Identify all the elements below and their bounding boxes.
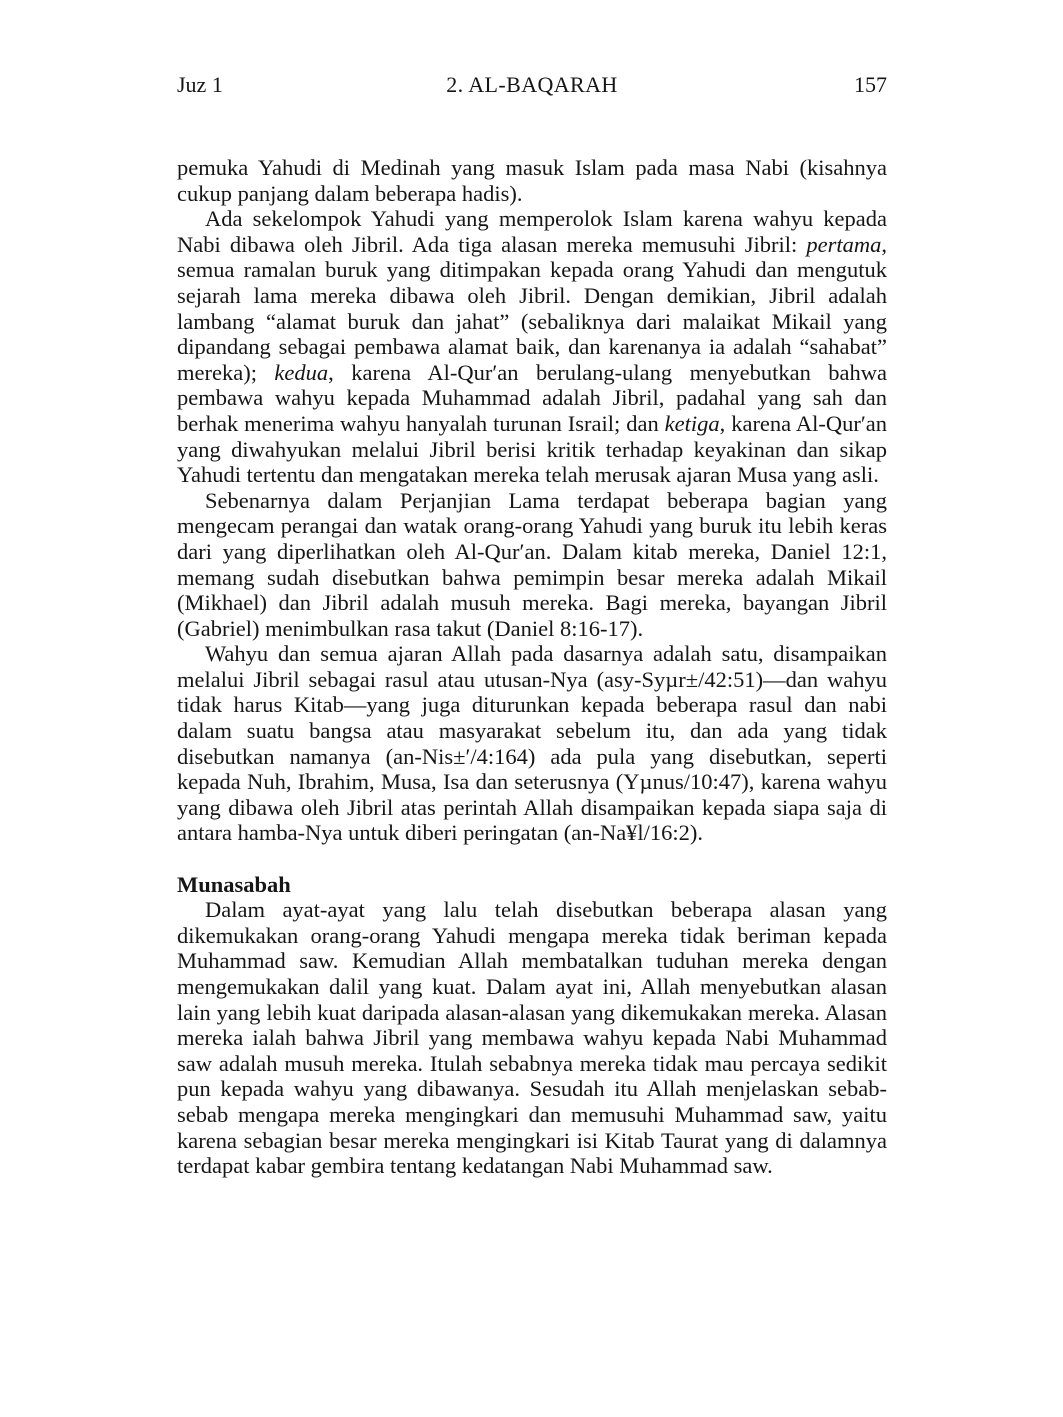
paragraph: Ada sekelompok Yahudi yang memperolok Islam karena wahyu kepada Nabi dibawa oleh Jibril. Ada tiga alasan mereka memusuhi Jibril: pertama, semua ramalan buruk yang ditimpakan kepada orang Yahudi dan mengutuk sejarah lama mereka dibawa oleh Jibril. Dengan demikian, Jibril adalah lambang “alamat buruk dan jahat” (sebaliknya dari malaikat Mikail yang dipandang sebagai pembawa alamat baik, dan karenanya ia adalah “sahabat” mereka); kedua, karena Al-Qur′an berulang-ulang menyebutkan bahwa pembawa wahyu kepada Muhammad adalah Jibril, padahal yang sah dan berhak menerima wahyu hanyalah turunan Israil; dan ketiga, karena Al-Qur′an yang diwahyukan melalui Jibril berisi kritik terhadap keyakinan dan sikap Yahudi tertentu dan mengatakan mereka telah merusak ajaran Musa yang asli.: [177, 206, 887, 488]
running-header: [177, 72, 887, 98]
section-heading-munasabah: Munasabah: [177, 871, 291, 897]
paragraph-continuation: pemuka Yahudi di Medinah yang masuk Islam pada masa Nabi (kisahnya cukup panjang dalam beberapa hadis).: [177, 155, 887, 206]
header-juz-label: Juz 1: [177, 72, 223, 97]
paragraph: Dalam ayat-ayat yang lalu telah disebutkan beberapa alasan yang dikemukakan orang-orang Yahudi mengapa mereka tidak beriman kepada Muhammad saw. Kemudian Allah membatalkan tuduhan mereka dengan mengemukakan dalil yang kuat. Dalam ayat ini, Allah menyebutkan alasan lain yang lebih kuat daripada alasan-alasan yang dikemukakan mereka. Alasan mereka ialah bahwa Jibril yang membawa wahyu kepada Nabi Muhammad saw adalah musuh mereka. Itulah sebabnya mereka tidak mau percaya sedikit pun kepada wahyu yang dibawanya. Sesudah itu Allah menjelaskan sebab-sebab mengapa mereka mengingkari dan memusuhi Muhammad saw, yaitu karena sebagian besar mereka mengingkari isi Kitab Taurat yang di dalamnya terdapat kabar gembira tentang kedatangan Nabi Muhammad saw.: [177, 897, 887, 1179]
paragraph: Sebenarnya dalam Perjanjian Lama terdapat beberapa bagian yang mengecam perangai dan watak orang-orang Yahudi yang buruk itu lebih keras dari yang diperlihatkan oleh Al-Qur′an. Dalam kitab mereka, Daniel 12:1, memang sudah disebutkan bahwa pemimpin besar mereka adalah Mikail (Mikhael) dan Jibril adalah musuh mereka. Bagi mereka, bayangan Jibril (Gabriel) menimbulkan rasa takut (Daniel 8:16-17).: [177, 487, 887, 641]
header-page-number: 157: [854, 72, 887, 97]
header-surah-title: 2. AL-BAQARAH: [446, 72, 618, 97]
page-body: [177, 155, 887, 1179]
paragraph: Wahyu dan semua ajaran Allah pada dasarnya adalah satu, disampaikan melalui Jibril sebagai rasul atau utusan-Nya (asy-Syµr±/42:51)—dan wahyu tidak harus Kitab—yang juga diturunkan kepada beberapa rasul dan nabi dalam suatu bangsa atau masyarakat sebelum itu, dan ada yang tidak disebutkan namanya (an-Nis±′/4:164) ada pula yang disebutkan, seperti kepada Nuh, Ibrahim, Musa, Isa dan seterusnya (Yµnus/10:47), karena wahyu yang dibawa oleh Jibril atas perintah Allah disampaikan kepada siapa saja di antara hamba-Nya untuk diberi peringatan (an-Na¥l/16:2).: [177, 641, 887, 846]
